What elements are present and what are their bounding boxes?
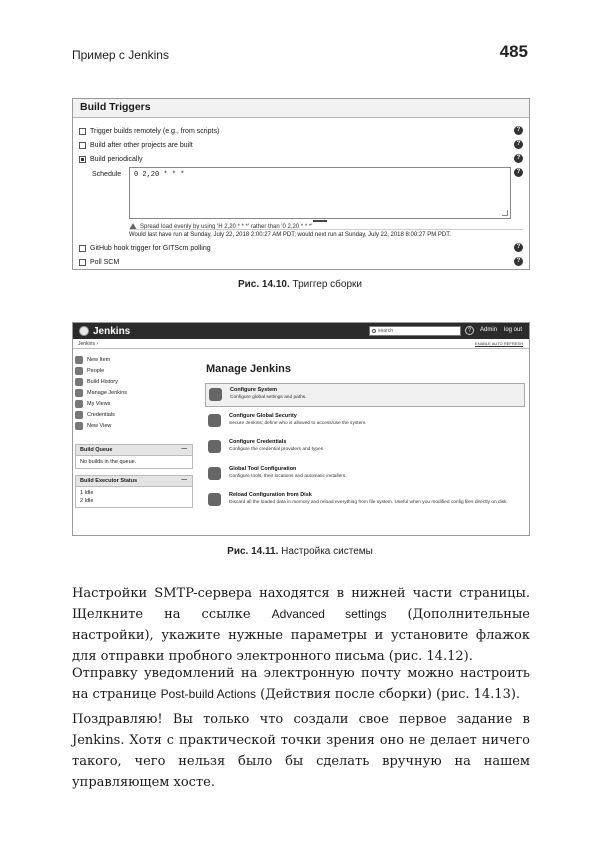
breadcrumb: [73, 339, 529, 349]
help-icon[interactable]: ?: [514, 154, 523, 163]
executor-status-title[interactable]: Build Executor Status: [80, 478, 138, 484]
item-name[interactable]: Global Tool Configuration: [229, 466, 297, 472]
configure-credentials-item[interactable]: [205, 436, 525, 460]
people-icon: [75, 367, 83, 375]
build-queue-body: No builds in the queue.: [80, 459, 137, 465]
trigger-remote-label: Trigger builds remotely (e.g., from scripts): [90, 127, 220, 135]
build-queue-title: Build Queue: [80, 447, 113, 453]
next-run-text: Would last have run at Sunday, July 22, 2018 2:00:27 AM PDT; would next run at Sunday, July 22, 2018 8:00:27 PM PDT.: [129, 232, 451, 238]
divider: [129, 229, 523, 230]
keys-icon: [208, 440, 221, 453]
item-name[interactable]: Reload Configuration from Disk: [229, 492, 312, 498]
sidebar-item-label: New View: [87, 423, 112, 429]
poll-scm-row[interactable]: [79, 256, 523, 268]
reload-config-item[interactable]: [205, 489, 525, 513]
build-triggers-title: Build Triggers: [73, 99, 529, 118]
build-periodically-row[interactable]: [79, 153, 523, 165]
sidebar-item-manage-jenkins[interactable]: [75, 388, 127, 398]
new-item-icon: [75, 356, 83, 364]
auto-refresh-link[interactable]: ENABLE AUTO REFRESH: [475, 341, 523, 346]
executor-status-header: [76, 476, 192, 487]
item-description: Secure Jenkins; define who is allowed to access/use the system.: [229, 421, 367, 426]
body-paragraph-3: Поздравляю! Вы только что создали свое первое задание в Jenkins. Хотя с практической точки зрения оно не делает ничего такого, чего нельзя было бы сделать вручную на нашем управляющем хосте.: [72, 712, 530, 790]
help-icon[interactable]: ?: [514, 257, 523, 266]
item-name[interactable]: Configure System: [230, 387, 278, 393]
page-number: 485: [499, 42, 528, 61]
configure-security-item[interactable]: [205, 410, 525, 434]
poll-scm-checkbox[interactable]: [79, 259, 86, 266]
sidebar-item-label: Credentials: [87, 412, 115, 418]
collapse-icon[interactable]: —: [181, 477, 187, 483]
search-input[interactable]: [369, 326, 461, 336]
sidebar-item-label: People: [87, 368, 105, 374]
trigger-after-label: Build after other projects are built: [90, 141, 193, 149]
build-triggers-figure: [72, 98, 530, 270]
trigger-remote-row[interactable]: [79, 125, 523, 137]
jenkins-logo-icon[interactable]: [79, 326, 89, 336]
help-icon[interactable]: ?: [514, 168, 523, 177]
text-run: (Действия после сборки) (рис. 14.13).: [256, 687, 521, 702]
figure-caption-14-10: [0, 279, 600, 290]
item-name[interactable]: Configure Credentials: [229, 439, 287, 445]
manage-jenkins-figure: [72, 322, 530, 536]
sidebar-item-build-history[interactable]: [75, 377, 118, 387]
executor-status-panel: [75, 475, 193, 508]
item-name[interactable]: Configure Global Security: [229, 413, 297, 419]
schedule-label: Schedule: [92, 171, 122, 178]
help-icon[interactable]: ?: [514, 140, 523, 149]
text-run: Отправку уведомлений на электронную почту можно настроить на странице: [72, 666, 530, 702]
schedule-textarea[interactable]: [129, 167, 511, 219]
item-description: Configure global settings and paths.: [230, 395, 307, 400]
page-title: Manage Jenkins: [206, 363, 291, 375]
trigger-after-row[interactable]: [79, 139, 523, 151]
sidebar-item-my-views[interactable]: [75, 399, 110, 409]
sidebar-item-label: Build History: [87, 379, 118, 385]
caption-text: Триггер сборки: [292, 279, 362, 290]
help-icon[interactable]: ?: [514, 243, 523, 252]
breadcrumb-jenkins[interactable]: Jenkins ›: [78, 341, 99, 347]
text-run: (Дополнительные настройки), укажите нужные параметры и установите флажок для отправки пробного электронного письма (рис. 14.12).: [72, 607, 530, 664]
lock-icon: [208, 414, 221, 427]
credentials-icon: [75, 411, 83, 419]
schedule-value: 0 2,20 * * *: [134, 171, 185, 179]
github-hook-label: GitHub hook trigger for GITScm polling: [90, 244, 211, 252]
build-queue-panel: [75, 444, 193, 469]
body-paragraph-1: [72, 583, 530, 667]
jenkins-title[interactable]: Jenkins: [93, 325, 131, 337]
sidebar-item-label: My Views: [87, 401, 111, 407]
body-paragraph-2: [72, 663, 530, 705]
item-description: Configure the credential providers and types: [229, 447, 324, 452]
logout-link[interactable]: log out: [504, 327, 523, 333]
jenkins-header: [73, 323, 529, 339]
help-icon[interactable]: ?: [465, 326, 474, 335]
trigger-after-checkbox[interactable]: [79, 142, 86, 149]
ui-term: Advanced settings: [271, 607, 387, 621]
build-periodically-label: Build periodically: [90, 155, 143, 163]
sidebar-item-label: Manage Jenkins: [87, 390, 128, 396]
resize-handle-icon[interactable]: [502, 210, 508, 216]
executor-status-body: [76, 487, 192, 507]
warning-text: Spread load evenly by using 'H 2,20 * * *' rather than '0 2,20 * * *': [140, 223, 313, 230]
executor-row: 1 Idle: [80, 490, 94, 496]
github-hook-row[interactable]: [79, 242, 523, 254]
text-run: Настройки SMTP-сервера находятся в нижней части страницы. Щелкните на ссылке: [72, 586, 530, 622]
executor-row: 2 Idle: [80, 498, 94, 504]
textarea-grip[interactable]: [313, 220, 327, 222]
new-view-icon: [75, 422, 83, 430]
collapse-icon[interactable]: —: [181, 446, 187, 452]
caption-number: Рис. 14.11.: [227, 546, 279, 557]
poll-scm-label: Poll SCM: [90, 258, 120, 266]
views-icon: [75, 400, 83, 408]
search-icon: [372, 329, 376, 333]
item-description: Discard all the loaded data in memory and reload everything from file system. Useful when you modified config files directly on disk.: [229, 500, 508, 505]
sidebar-item-credentials[interactable]: [75, 410, 115, 420]
caption-number: Рис. 14.10.: [237, 279, 290, 290]
item-description: Configure tools, their locations and automatic installers.: [229, 474, 347, 479]
sidebar-item-people[interactable]: [75, 366, 104, 376]
global-tool-config-item[interactable]: [205, 463, 525, 487]
search-placeholder: search: [378, 328, 394, 334]
user-link[interactable]: Admin: [480, 327, 498, 333]
figure-caption-14-11: [0, 546, 600, 557]
caption-text: Настройка системы: [281, 546, 373, 557]
configure-system-item[interactable]: [205, 383, 525, 407]
manage-icon: [75, 389, 83, 397]
ui-term: Post-build Actions: [160, 687, 256, 701]
history-icon: [75, 378, 83, 386]
trigger-remote-checkbox[interactable]: [79, 128, 86, 135]
help-icon[interactable]: ?: [514, 126, 523, 135]
github-hook-checkbox[interactable]: [79, 245, 86, 252]
build-queue-header: [76, 445, 192, 456]
gear-icon: [209, 388, 222, 401]
running-head: Пример с Jenkins: [72, 48, 169, 62]
sidebar-item-new-view[interactable]: [75, 421, 111, 431]
build-periodically-checkbox[interactable]: [79, 156, 86, 163]
reload-icon: [208, 493, 221, 506]
sidebar-item-label: New Item: [87, 357, 111, 363]
tools-icon: [208, 467, 221, 480]
sidebar-item-new-item[interactable]: [75, 355, 110, 365]
